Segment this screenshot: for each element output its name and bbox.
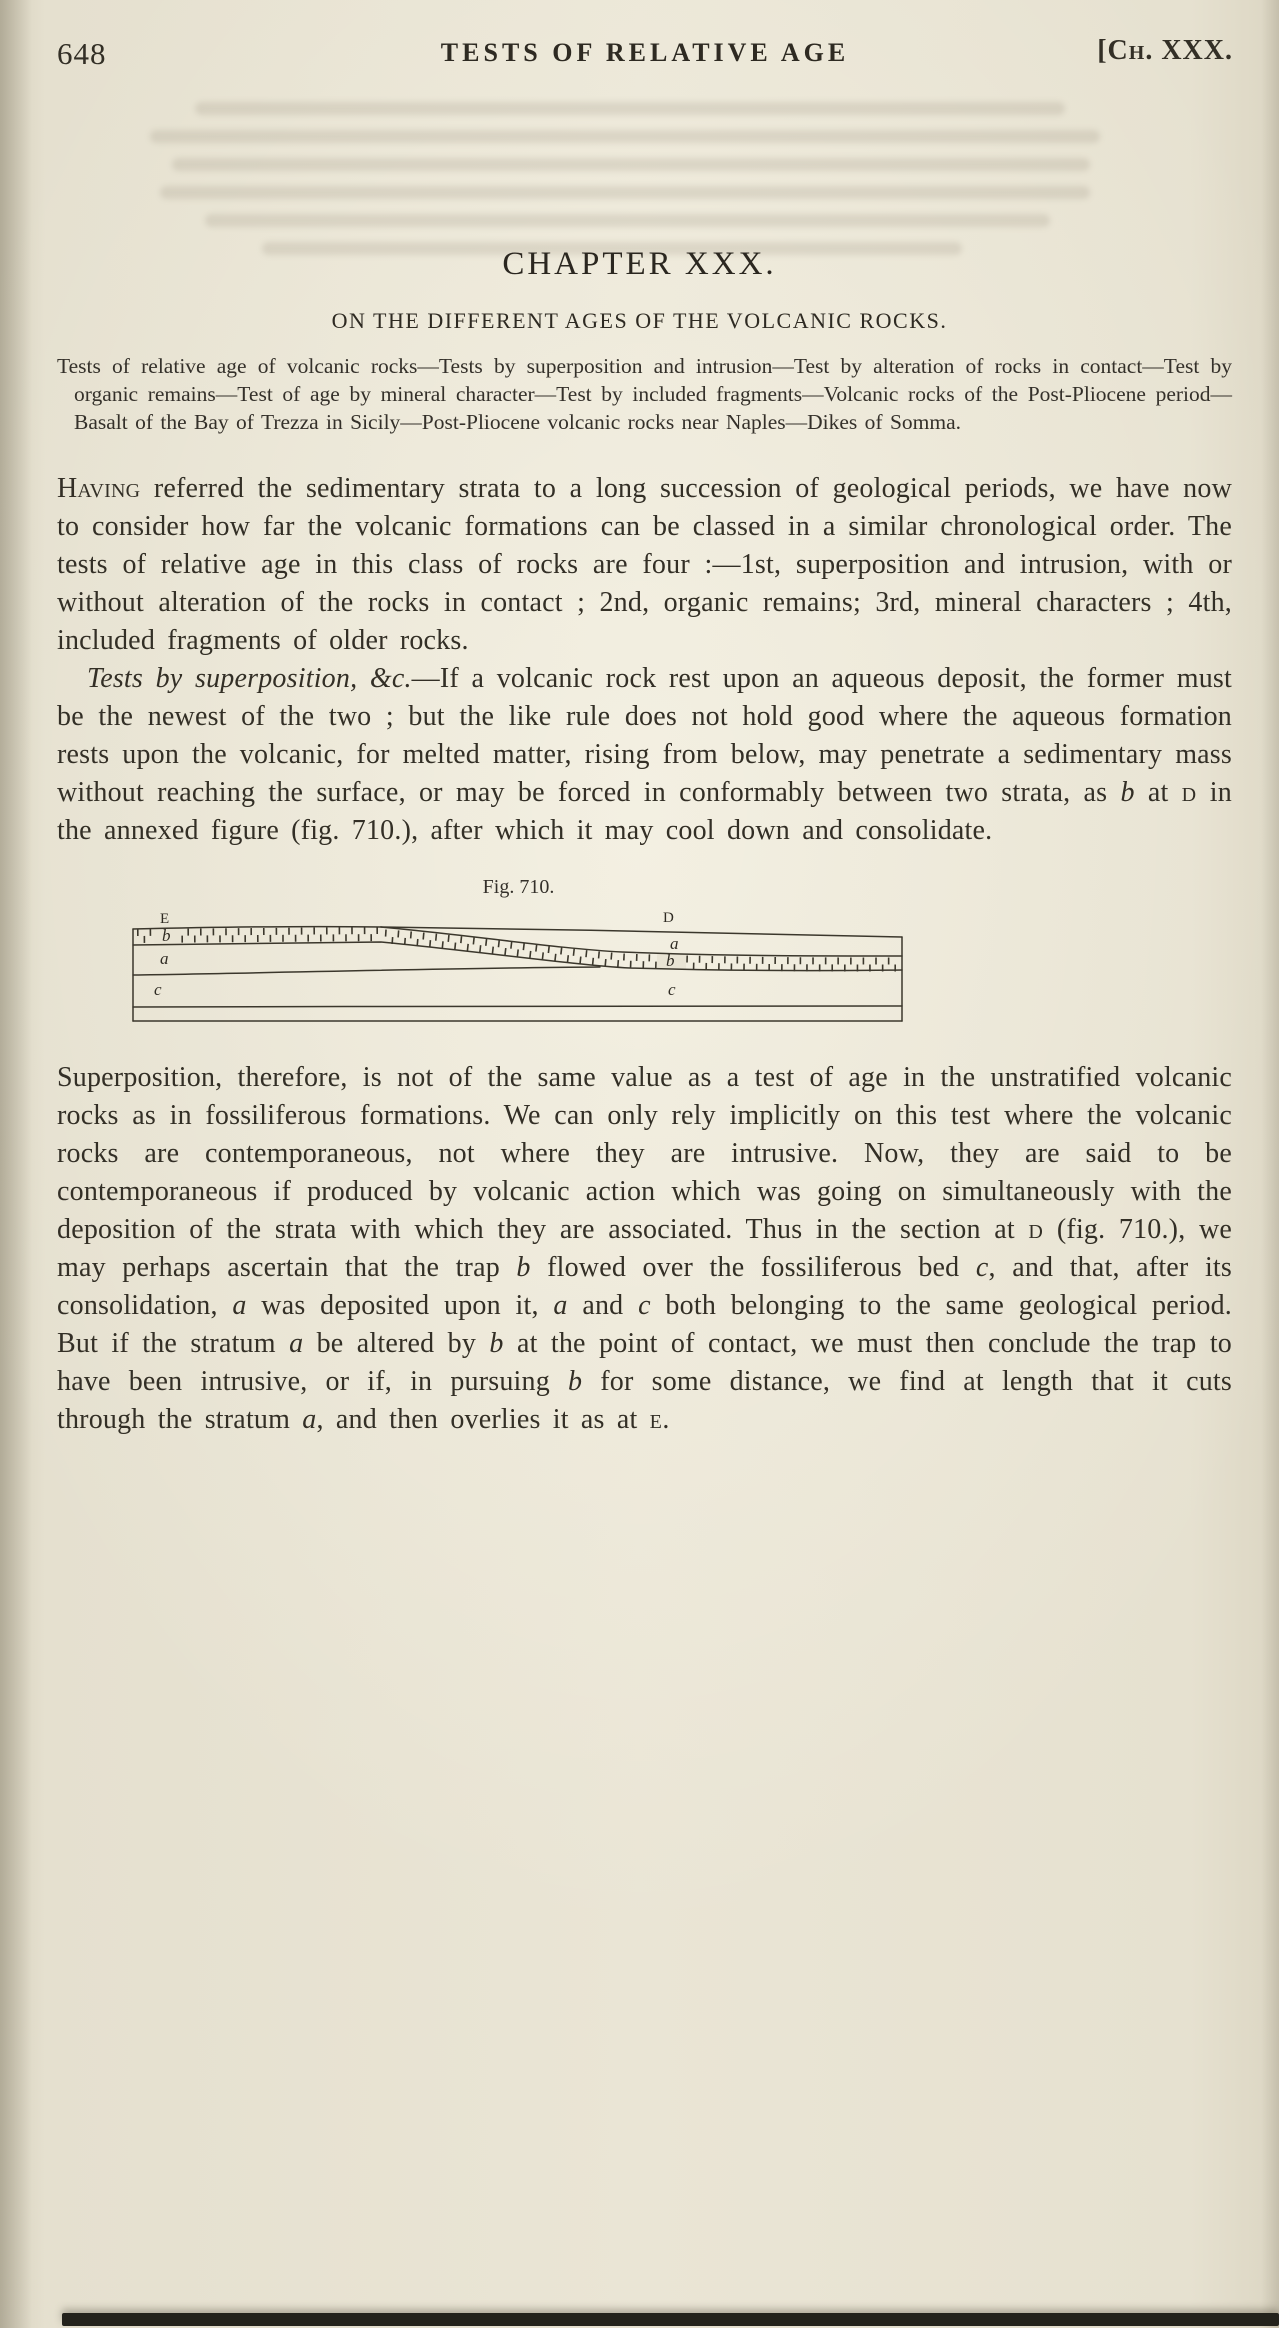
page-number: 648 xyxy=(57,36,107,71)
scan-edge-left xyxy=(0,0,32,2328)
scan-edge-bottom xyxy=(62,2313,1279,2326)
figure-label-right-b: b xyxy=(666,951,675,970)
figure-710 xyxy=(130,876,907,1027)
text-block xyxy=(57,352,1232,1439)
chapter-title: CHAPTER XXX. xyxy=(502,246,777,282)
figure-label-left-a: a xyxy=(160,949,169,968)
paragraph-2: Tests by superposition, &c.—If a volcanic rock rest upon an aqueous deposit, the former must be the newest of the two ; but the like rule does not hold good where the aqueous formation rests upon the volcanic, for melted matter, rising from below, may penetrate a sedimentary mass without reaching the surface, or may be forced in conformably between two strata, as b at d in the annexed figure (fig. 710.), after which it may cool down and consolidate. xyxy=(57,663,1232,846)
chapter-synopsis: Tests of relative age of volcanic rocks—Tests by superposition and intrusion—Test by alteration of rocks in contact—Test by organic remains—Test of age by mineral character—Test by included fragments—Volcanic rocks of the Post-Pliocene period—Basalt of the Bay of Trezza in Sicily—Post-Pliocene volcanic rocks near Naples—Dikes of Somma. xyxy=(57,354,1232,434)
chapter-reference: [Ch. XXX. xyxy=(1097,35,1233,66)
figure-label-left-b: b xyxy=(162,926,171,945)
figure-label-right-a: a xyxy=(670,934,679,953)
scan-edge-right xyxy=(1261,0,1279,2328)
running-title: TESTS OF RELATIVE AGE xyxy=(440,38,850,67)
figure-label-left-c: c xyxy=(154,980,162,999)
figure-label-e: E xyxy=(160,911,171,927)
paragraph-3: Superposition, therefore, is not of the same value as a test of age in the unstratified volcanic rocks as in fossiliferous formations. We can only rely implicitly on this test where the volcanic rocks are contemporaneous, not where they are intrusive. Now, they are said to be contemporaneous if produced by volcanic action which was going on simultaneously with the deposition of the strata with which they are associated. Thus in the section at d (fig. 710.), we may perhaps ascertain that the trap b flowed over the fossiliferous bed c, and that, after its consolidation, a was deposited upon it, a and c both belonging to the same geological period. But if the stratum a be altered by b at the point of contact, we must then conclude the trap to have been intrusive, or if, in pursuing b for some distance, we find at length that it cuts through the stratum a, and then overlies it as at e. xyxy=(57,1062,1232,1435)
figure-710-diagram xyxy=(130,911,907,1027)
page-header xyxy=(57,34,1233,78)
figure-caption: Fig. 710. xyxy=(482,876,555,898)
figure-label-right-c: c xyxy=(668,980,676,999)
chapter-subtitle: ON THE DIFFERENT AGES OF THE VOLCANIC ROCKS. xyxy=(331,308,948,333)
paragraph-1: Having referred the sedimentary strata to a long succession of geological periods, we have now to consider how far the volcanic formations can be classed in a similar chronological order. The tests of relative age in this class of rocks are four :—1st, superposition and intrusion, with or without alteration of the rocks in contact ; 2nd, organic remains; 3rd, mineral characters ; 4th, included fragments of older rocks. xyxy=(57,473,1232,656)
figure-label-d: D xyxy=(663,911,675,926)
